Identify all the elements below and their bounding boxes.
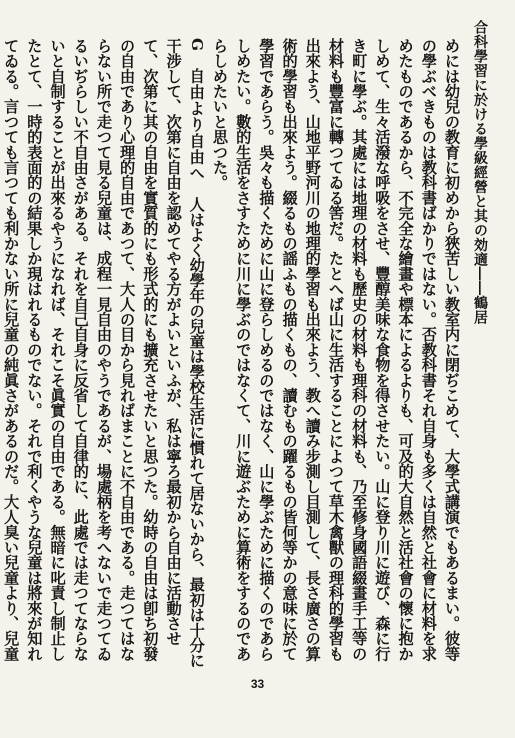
paragraph: めには幼兒の教育に初めから狹苦しい教室内に閉ぢこめて、大學式講演でもあるまい。彼等の學ぶべきものは教科書ばかりではない。否教科書それ自身も多くは自然と社會に材料を求めたものであるから、不完全な繪畫や標本によるよりも、可及的大自然と活社會の懷に抱かしめて、生々活潑な呼吸をさせ、豐醇美味な食物を得させたい。山に登り川に遊び、森に行き町に學ぶ。其處には地理の材料も歷史の材料も理科の材料も、乃至修身國語綴畫手工等の材料も豐富に轉つてゐる筈だ。たとへば山に生活することによつて草木禽獸の理科的學習も出來よう、山地平野河川の地理的學習も出來よう、教へ讀み步測し目測して、長さ廣さの算術的學習も出來よう。綴るもの謡ふもの描くもの、讀むもの躍るもの皆何等かの意味に於て學習であらう。吳々も描くために山に登らしめるのではなく、山に學ぶために描くのであらしめたい。數的生活をさすために川に學ぶのではなくて、川に遊ぶために算術をするのであらしめたいと思つた。 [210, 38, 461, 662]
section-paragraph [0, 38, 208, 668]
page-number: 33 [250, 677, 265, 691]
section-body: 人はよく幼學年の兒童は學校生活に慣れて居ないから、最初は十分に干涉して、次第に自由を認めてやる方がよいといふが、私は寧ろ最初から自由に活動させて、次第に其の自由を實質的にも形式的にも擴充させたいと思つた。幼時の自由は卽ち初發の自由であり心理的自由であつて、大人の目から見ればまことに不自由である。走つてはならない所で走つて見る兒童は、成程一見自由のやうであるが、場處柄を考へないで走つてゐるいぢらしい不自由さがある。それを自己自身に反省して自律的に、此處では走つてならないと自制することが出來るやうになれば、それこそ眞實の自由である。無暗に叱責し制止したとて、一時的表面的の結果しか現はれるものでない。それで利くやうな兒童は將來が知れてゐる。言つても言つても利かない所に兒童の純眞さがあるのだ。大人臭い兒童より、兒童 [2, 38, 206, 668]
running-head: 合科學習に於ける學級經營と其の効適――鶴居 [472, 20, 488, 325]
body-text [2, 38, 463, 668]
section-heading: G 自由より自由へ [187, 38, 206, 182]
